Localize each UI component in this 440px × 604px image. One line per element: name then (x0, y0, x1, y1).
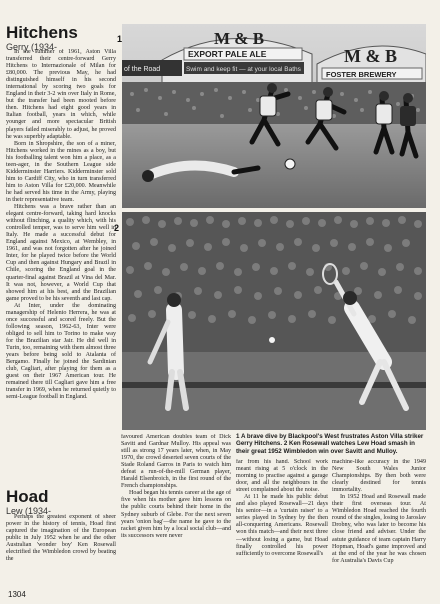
football (285, 159, 295, 169)
caption-text (236, 433, 426, 455)
hoad-paragraph: far from his hand. School work meant rising at 5 o'clock in the morning to practise against a garage door, and all the neighbours in the street complained about the noise. (236, 459, 328, 494)
hitchens-title: Hitchens (6, 23, 78, 42)
hitchens-paragraph: In the summer of 1961, Aston Villa transferred their centre-forward Gerry Hitchens to Internazionale of Milan for £80,000. The previous May, he had distinguished himself in his second international by scoring two goals for England in their 3-2 win over Italy in Rome, but the transfer had been mooted before then. Hitchens had eight good years in Italian football, years in which, while younger and more spectacular British players failed miserably to adjust, he proved he was superbly adaptable. (6, 49, 116, 140)
hitchens-paragraph: Hitchens was a brave rather than an elegant centre-forward, taking hard knocks without flinching, a quality which, with his controlled temper, was to serve him well in Italy. He made a successful debut for England against Mexico, at Wembley, in 1961, and was not forgotten after he joined Inter, for he played twice before the World Cup and then against Hungary and Brazil in Chile, scoring the England goal in the quarter-final against Brazil at Vina del Mar. It was not, however, a World Cup that showed him at his best, and the Brazilian game proved to be his seventh and last cap. (6, 204, 116, 302)
hitchens-body (6, 49, 116, 421)
tennis-photo (122, 212, 426, 430)
hoad-column-4 (332, 459, 426, 590)
figure-caption (236, 433, 426, 455)
hoad-paragraph: favoured American doubles team of Dick Savitt and Gardnar Mulloy. His appeal was still as strong 17 years later, when, in May 1970, the crowd deserted seven courts of the Stade Roland Garros in Paris to watch him defeat a run-of-the-mill German player, Harald Elsenbroich, in the first round of the French championships. (121, 434, 231, 490)
page-number: 1304 (8, 590, 26, 599)
hoad-paragraph: In 1952 Hoad and Rosewall made their first overseas tour. At Wimbledon Hoad reached the fourth round of the singles, losing to Jaroslav Drobny, who was later to become his close friend and adviser. Under the astute guidance of team captain Harry Hopman, Hoad's game improved and at the end of the year he was chosen for Australia's Davis Cup (332, 494, 426, 564)
hitchens-paragraph: At Inter, under the dominating managership of Helenio Herrera, he was at once successful and scored freely. But the following season, 1962-63, Inter were obliged to sell him to Torino to make way for the Brazilian star Jair. He did well in Turin, too, remaining with them almost three years before being sold to Atalanta of Bergamo. Finally he joined the Sardinian club, Cagliari, after playing for them as a guest on their 1967 American tour. He remained there till Cagliari gave him a free transfer in 1969, when he returned quietly to semi-League football in England. (6, 302, 116, 401)
caption-line: Ken Rosewall watches Lew Hoad smash in their great 1952 Wimbledon win over Savitt and Mulloy. (236, 440, 415, 455)
sign-road: of the Road (124, 66, 161, 73)
figure-2-number: 2 (114, 223, 120, 233)
hoad-paragraph: At 11 he made his public debut and also played Rosewall—21 days his senior—in a 'curtain raiser' to a series played in Sydney by the then all-conquering Americans. Rosewall won this match—and their next three—without losing a game, but Hoad finally controlled his power sufficiently to overcome Rosewall's (236, 494, 328, 557)
hoad-column-2 (121, 434, 231, 590)
hoad-paragraph: Perhaps the greatest exponent of sheer power in the history of tennis, Hoad first captured the imagination of the European public in July 1952 when he and the other Australian 'wonder boy' Ken Rosewall electrified the Wimbledon crowd by beating the (6, 514, 116, 563)
hitchens-paragraph: Born in Shropshire, the son of a miner, Hitchens worked in the mines as a boy, but his footballing talent won him a place, as a teen-ager, in the Southern League side Kidderminster Harriers. Kidderminster sold him to Cardiff City, who in turn transferred him to Aston Villa for £20,000. Meanwhile he had served his time in the Army, playing in their representative team. (6, 140, 116, 203)
hoad-column-3 (236, 459, 328, 590)
hitchens-dates: Gerry (1934- (6, 42, 58, 52)
tennis-photo-drawing (122, 212, 426, 430)
caption-line: A brave dive by Blackpool's West frustrates Aston Villa striker Gerry Hitchens. (236, 433, 424, 448)
hoad-paragraph: Hoad began his tennis career at the age of five when his mother gave him lessons on the public courts behind their home in the Sydney suburb of Glebe. For the next seven years 'onion bag'—the name he gave to the racket given him by a local social club—and its successors were never (121, 490, 231, 539)
hoad-paragraph: machine-like accuracy in the 1949 New South Wales Junior Championships. By then both were clearly destined for tennis immortality. (332, 459, 426, 494)
sign-swim: Swim and keep fit — at your local Baths (186, 66, 301, 73)
sign-export: EXPORT PALE ALE (188, 49, 267, 59)
hoad-heading-block (6, 488, 114, 517)
hoad-title: Hoad (6, 487, 49, 506)
football-photo-drawing (122, 24, 426, 208)
sign-mb-right: M & B (344, 46, 397, 66)
sign-mb-left: M & B (214, 29, 265, 48)
football-photo (122, 24, 426, 208)
hoad-dates: Lew (1934- (6, 506, 52, 516)
hoad-column-1 (6, 514, 116, 586)
tennis-ball (269, 337, 275, 343)
caption-number: 2 (283, 440, 288, 448)
caption-number: 1 (236, 433, 240, 440)
sign-foster: FOSTER BREWERY (326, 70, 397, 79)
figure-1-number: 1 (117, 34, 123, 44)
